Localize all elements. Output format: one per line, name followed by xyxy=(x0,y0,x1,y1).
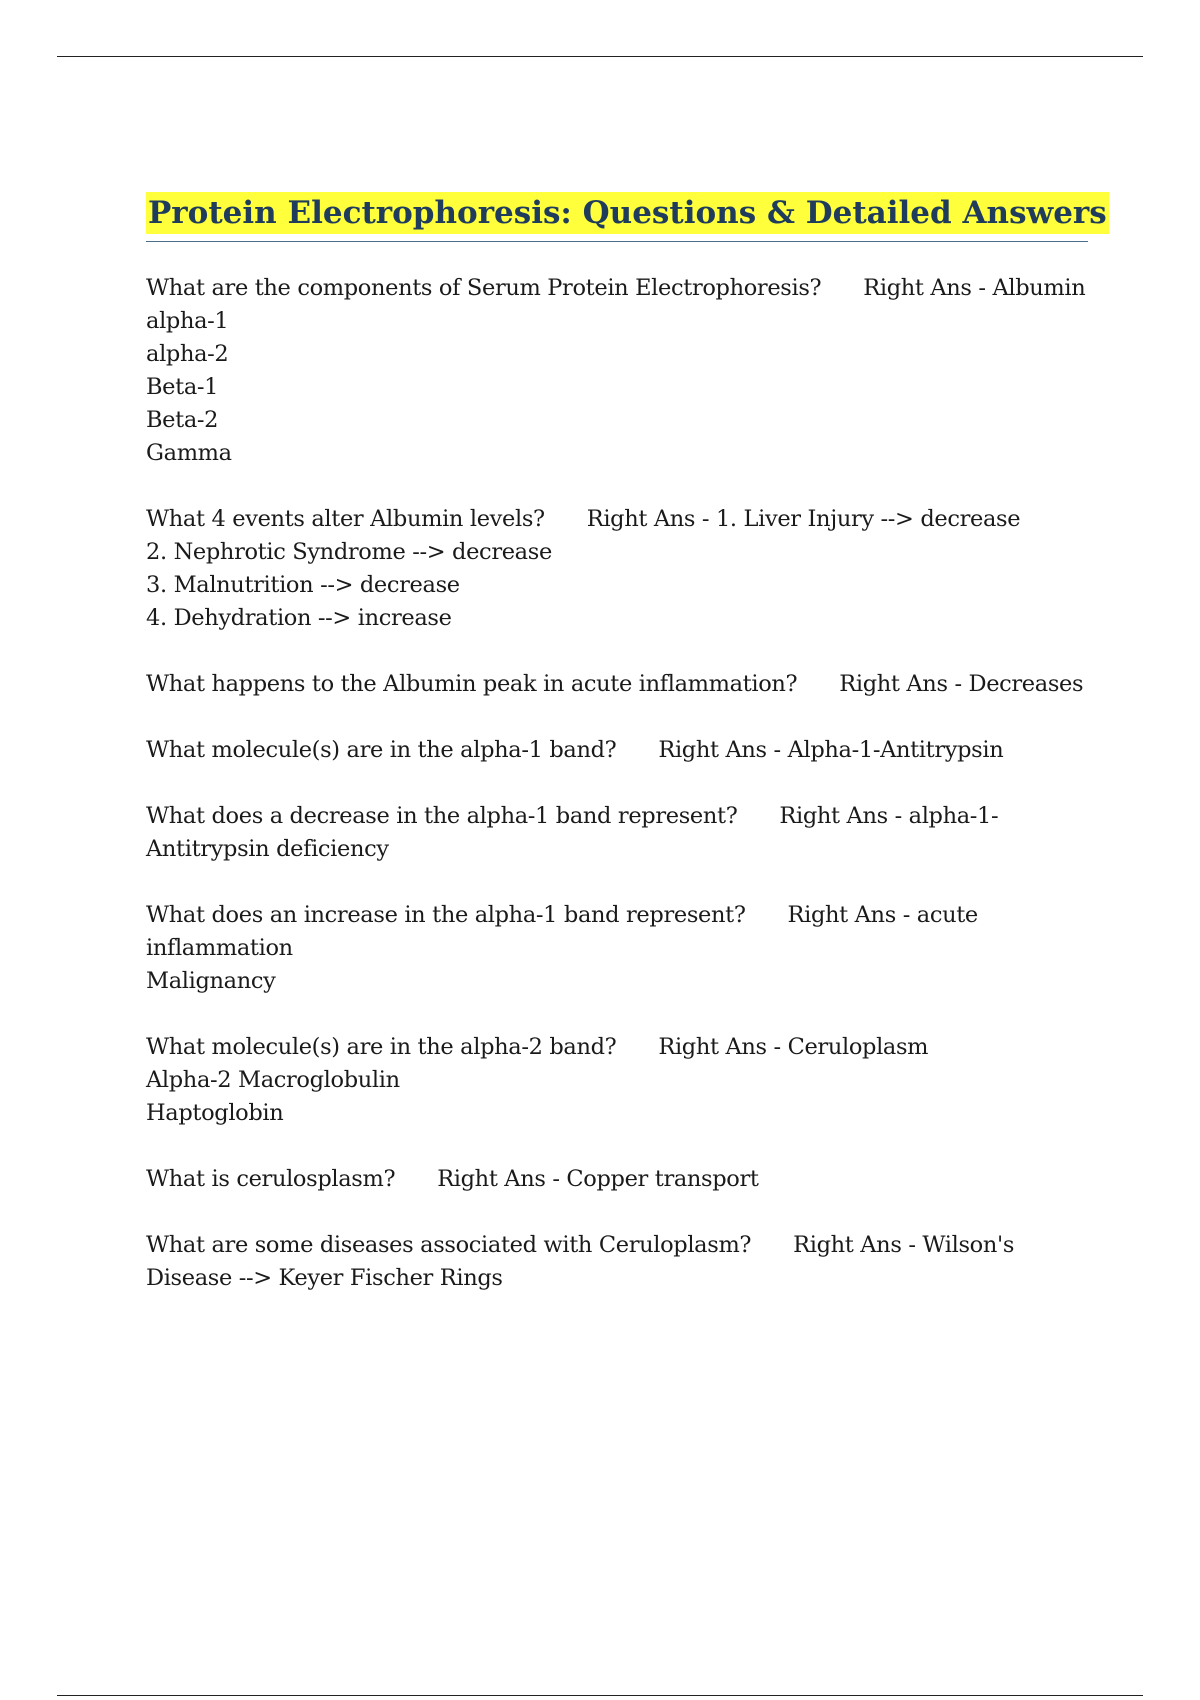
question-text: What happens to the Albumin peak in acute inflammation? xyxy=(146,671,798,697)
question-text: What molecule(s) are in the alpha-1 band? xyxy=(146,737,617,763)
answer-prefix: Right Ans - xyxy=(586,506,716,532)
question-text: What does a decrease in the alpha-1 band represent? xyxy=(146,803,738,829)
answer-prefix: Right Ans - xyxy=(839,671,969,697)
qa-item xyxy=(146,1229,1088,1295)
qa-item xyxy=(146,1031,1088,1130)
answer-text: acute inflammation Malignancy xyxy=(146,902,978,994)
qa-item xyxy=(146,899,1088,998)
header-rule xyxy=(57,56,1143,57)
qa-item xyxy=(146,503,1088,635)
answer-prefix: Right Ans - xyxy=(787,902,917,928)
page-title: Protein Electrophoresis: Questions & Detailed Answers xyxy=(146,192,1109,234)
answer-text: alpha-1-Antitrypsin deficiency xyxy=(146,803,999,862)
footer-rule xyxy=(57,1695,1143,1696)
answer-text: Ceruloplasm Alpha-2 Macroglobulin Haptoglobin xyxy=(146,1034,929,1126)
answer-text: Wilson's Disease --> Keyer Fischer Rings xyxy=(146,1232,1021,1291)
qa-item xyxy=(146,668,1088,701)
answer-prefix: Right Ans - xyxy=(658,1034,788,1060)
answer-prefix: Right Ans - xyxy=(658,737,788,763)
answer-prefix: Right Ans - xyxy=(437,1166,567,1192)
answer-prefix: Right Ans - xyxy=(779,803,909,829)
answer-text: Copper transport xyxy=(566,1166,759,1192)
document-body xyxy=(146,192,1107,1328)
answer-text: 1. Liver Injury --> decrease 2. Nephrotic Syndrome --> decrease 3. Malnutrition --> decrease 4. Dehydration --> increase xyxy=(146,506,1021,631)
answer-text: Alpha-1-Antitrypsin xyxy=(787,737,1004,763)
question-text: What are the components of Serum Protein Electrophoresis? xyxy=(146,275,822,301)
answer-prefix: Right Ans - xyxy=(863,275,993,301)
question-text: What 4 events alter Albumin levels? xyxy=(146,506,545,532)
qa-item xyxy=(146,800,1088,866)
qa-item xyxy=(146,272,1088,470)
answer-text: Albumin alpha-1 alpha-2 Beta-1 Beta-2 Gamma xyxy=(146,275,1086,466)
question-text: What are some diseases associated with Ceruloplasm? xyxy=(146,1232,752,1258)
question-text: What does an increase in the alpha-1 band represent? xyxy=(146,902,746,928)
question-text: What is cerulosplasm? xyxy=(146,1166,396,1192)
answer-prefix: Right Ans - xyxy=(793,1232,923,1258)
title-block xyxy=(146,192,1107,242)
answer-text: Decreases xyxy=(968,671,1084,697)
question-text: What molecule(s) are in the alpha-2 band? xyxy=(146,1034,617,1060)
qa-item xyxy=(146,734,1088,767)
qa-item xyxy=(146,1163,1088,1196)
